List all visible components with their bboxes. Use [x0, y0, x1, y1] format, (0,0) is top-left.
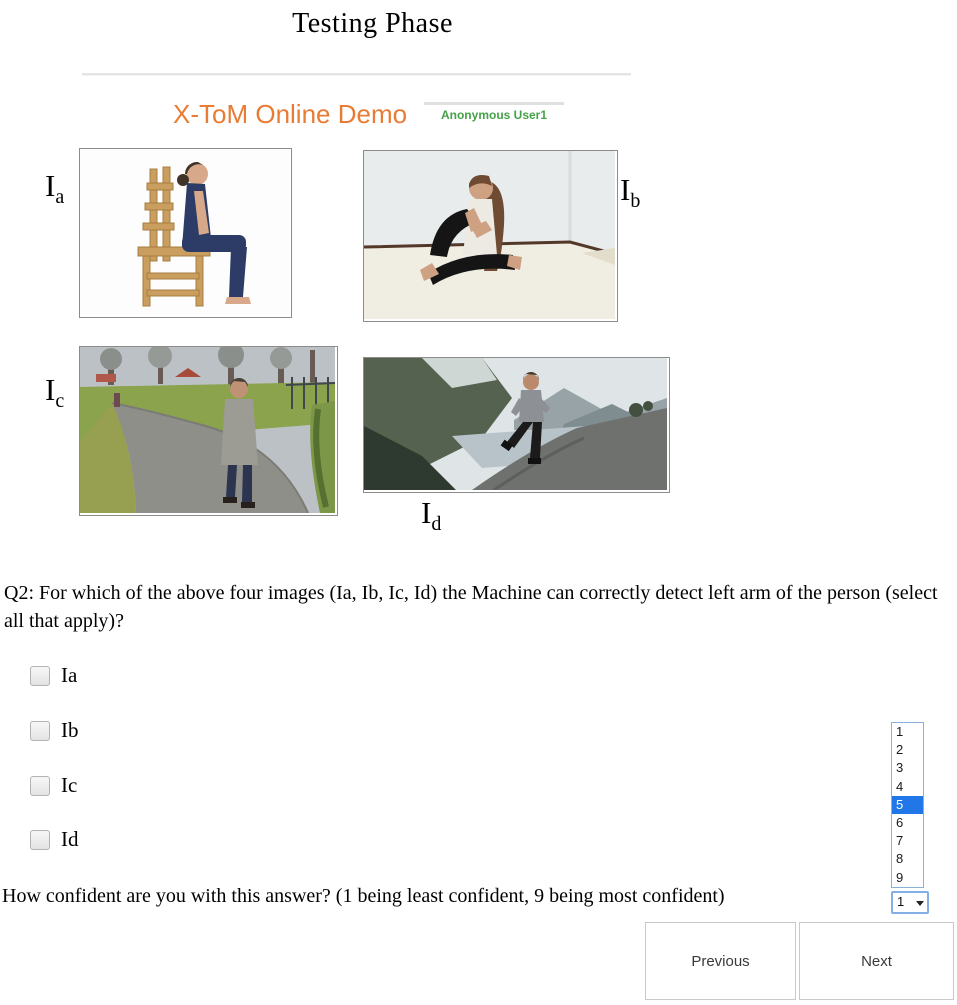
user-badge: [424, 102, 564, 124]
option-row-ib: [30, 718, 79, 743]
next-button[interactable]: Next: [799, 922, 954, 1000]
confidence-dropdown-list[interactable]: [891, 722, 924, 888]
option-label-ib: Ib: [61, 718, 79, 742]
option-label-ia: Ia: [61, 663, 78, 687]
image-label-ic: $I_c$: [45, 372, 65, 413]
checkbox-id[interactable]: [30, 830, 50, 850]
confidence-option[interactable]: 6: [896, 814, 904, 830]
confidence-question-text: How confident are you with this answer? (1 being least confident, 9 being most confident): [2, 885, 725, 907]
user-name: Anonymous User1: [440, 108, 548, 122]
option-row-id: [30, 827, 79, 852]
image-ic-drawing: [80, 347, 335, 513]
image-id-drawing: [364, 358, 667, 490]
checkbox-ib[interactable]: [30, 721, 50, 741]
top-divider: [82, 73, 631, 76]
image-id: [363, 357, 670, 493]
previous-button[interactable]: Previous: [645, 922, 796, 1000]
image-ic: [79, 346, 338, 516]
page-title: Testing Phase: [292, 8, 453, 39]
option-label-ic: Ic: [61, 773, 78, 797]
confidence-option[interactable]: 3: [896, 760, 904, 776]
checkbox-ia[interactable]: [30, 666, 50, 686]
select-arrow-icon: [916, 901, 924, 906]
confidence-select-value: 1: [897, 894, 905, 909]
confidence-option[interactable]: 9: [896, 869, 904, 885]
option-label-id: Id: [61, 827, 79, 851]
confidence-option[interactable]: 1: [896, 724, 904, 739]
image-ib: [363, 150, 618, 322]
confidence-select[interactable]: [891, 891, 929, 914]
image-label-id: $I_d$: [421, 495, 442, 536]
confidence-option[interactable]: 7: [896, 833, 904, 849]
confidence-option[interactable]: 5: [892, 796, 923, 814]
question-text: Q2: For which of the above four images (Ia, Ib, Ic, Id) the Machine can correctly detect left arm of the person (select all that apply)?: [4, 582, 938, 632]
confidence-option[interactable]: 8: [896, 851, 904, 867]
confidence-option[interactable]: 2: [896, 742, 904, 758]
image-label-ia: $I_a$: [45, 168, 65, 209]
confidence-option[interactable]: 4: [896, 778, 904, 794]
image-label-ib: $I_b$: [620, 172, 641, 213]
app-title: X-ToM Online Demo: [173, 99, 408, 129]
checkbox-ic[interactable]: [30, 776, 50, 796]
image-ia-drawing: [80, 149, 289, 315]
image-ib-drawing: [364, 151, 615, 319]
option-row-ic: [30, 773, 77, 798]
option-row-ia: [30, 663, 77, 688]
image-ia: [79, 148, 292, 318]
